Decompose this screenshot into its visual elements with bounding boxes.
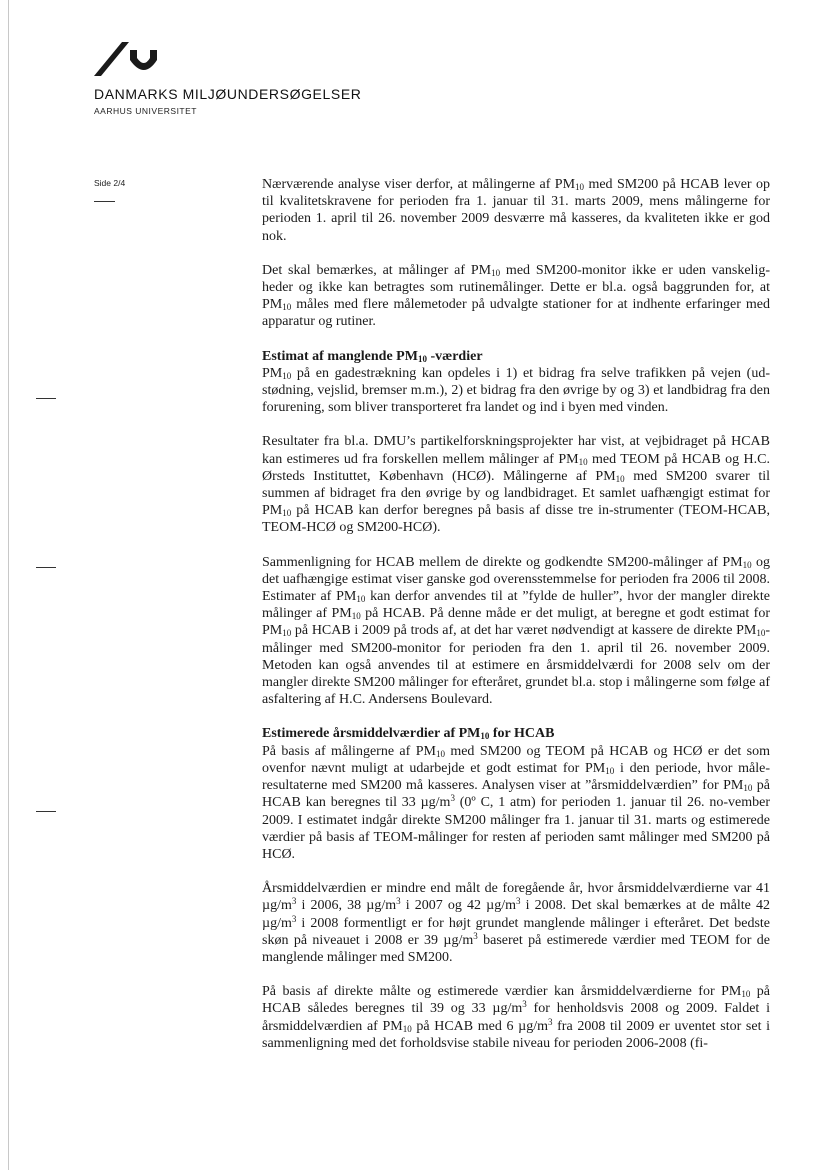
document-body — [262, 176, 770, 1069]
paragraph-research-results: Resultater fra bl.a. DMU’s partikelforskningsprojekter har vist, at vejbidraget på HCAB kan estimeres ud fra forskellen mellem målinger af $PM_{10}$ med TEOM på HCAB og H.C. Ørsteds Instituttet, København (HCØ). Målingerne af $PM_{10}$ med SM200 svarer til summen af bidraget fra den øvrige by og landbidraget. Et samlet uafhængigt estimat for $PM_{10}$ på HCAB kan derfor beregnes på basis af disse tre in-strumenter (TEOM-HCAB, TEOM-HCØ og SM200-HCØ). — [262, 434, 770, 536]
organization-name: DANMARKS MILJØUNDERSØGELSER — [94, 86, 362, 102]
page-number-rule — [94, 201, 115, 202]
page-edge-line — [8, 0, 9, 1170]
page-number-label: Side 2/4 — [94, 178, 126, 188]
margin-fold-mark — [36, 567, 56, 568]
organization-subtitle: AARHUS UNIVERSITET — [94, 106, 197, 116]
paragraph-annual-mean-decline: På basis af direkte målte og estimerede værdier kan årsmiddelværdierne for $PM_{10}$ på HCAB således beregnes til 39 og 33 $\mu g/m^3$ for henholdsvis 2008 og 2009. Faldet i årsmiddelværdien af $PM_{10}$ på HCAB med 6 $\mu g/m^3$ fra 2008 til 2009 er uventet stor set i sammenligning med det forholdsvise stabile niveau for perioden 2006-2008 (fi- — [262, 984, 771, 1051]
paragraph-measurement-difficulties: Det skal bemærkes, at målinger af $PM_{10}$ med SM200-monitor ikke er uden vanskelig-heder og ikke kan betragtes som rutinemålinger. Dette er bl.a. også baggrunden for, at $PM_{10}$ måles med flere målemetoder på udvalgte stationer for at indhente erfaringer med apparatur og rutiner. — [262, 262, 770, 330]
section-estimated-annual-means: Estimerede årsmiddelværdier af $PM_{10}$ for HCAB På basis af målingerne af $PM_{10}$ med SM200 og TEOM på HCAB og HCØ er det som ovenfor nævnt muligt at udarbejde et godt estimat for $PM_{10}$ i den periode, hvor måle-resultaterne med SM200 må kasseres. Analysen viser at ”årsmiddelværdien” for $PM_{10}$ på HCAB kan beregnes til 33 $\mu g/m^3$ (0º C, 1 atm) for perioden 1. januar til 26. no-vember 2009. I estimatet indgår direkte SM200 målinger fra 1. januar til 31. marts og estimerede værdier på basis af TEOM-målinger for resten af perioden samt målinger med SM200 på HCØ. — [262, 726, 770, 862]
paragraph-quality-conclusion: Nærværende analyse viser derfor, at målingerne af $PM_{10}$ med SM200 på HCAB lever op til kvalitetskravene for perioden fra 1. januar til 31. marts 2009, mens målingerne for perioden 1. april til 26. november 2009 desværre må kasseres, da kvaliteten ikke er god nok. — [262, 177, 770, 244]
section-estimate-missing-values: Estimat af manglende $PM_{10}$ -værdier $PM_{10}$ på en gadestrækning kan opdeles i 1) et bidrag fra selve trafikken på vejen (ud-stødning, vejslid, bremser m.m.), 2) et bidrag fra den øvrige by og 3) et landbidrag fra den forurening, som bliver transporteret fra landet og ind i byen med vinden. — [262, 348, 770, 416]
margin-fold-mark — [36, 398, 56, 399]
paragraph-annual-mean-comparison: Årsmiddelværdien er mindre end målt de foregående år, hvor årsmiddelværdierne var 41 $\mu g/m^3$ i 2006, 38 $\mu g/m^3$ i 2007 og 42 $\mu g/m^3$ i 2008. Det skal bemærkes at de målte 42 $\mu g/m^3$ i 2008 formentligt er for højt grundet manglende målinger i efteråret. Det bedste skøn på niveauet i 2008 er 39 $\mu g/m^3$ baseret på estimerede værdier med TEOM for de manglende målinger med SM200. — [262, 881, 770, 965]
au-logo-icon — [92, 38, 172, 78]
margin-fold-mark — [36, 811, 56, 812]
paragraph-comparison: Sammenligning for HCAB mellem de direkte og godkendte SM200-målinger af $PM_{10}$ og det uafhængige estimat viser ganske god overensstemmelse for perioden fra 2006 til 2008. Estimater af $PM_{10}$ kan derfor anvendes til at ”fylde de huller”, hvor der mangler direkte målinger af $PM_{10}$ på HCAB. På denne måde er det muligt, at beregne et godt estimat for $PM_{10}$ på HCAB i 2009 på trods af, at det har været nødvendigt at kassere de direkte $PM_{10}$-målinger med SM200-monitor for perioden fra den 1. april til 26. november 2009. Metoden kan også anvendes til at estimere en årsmiddelværdi for 2008 selv om der mangler direkte SM200 målinger for efteråret, grundet bl.a. stop i målingerne som følge af asfaltering af H.C. Andersens Boulevard. — [262, 554, 770, 708]
